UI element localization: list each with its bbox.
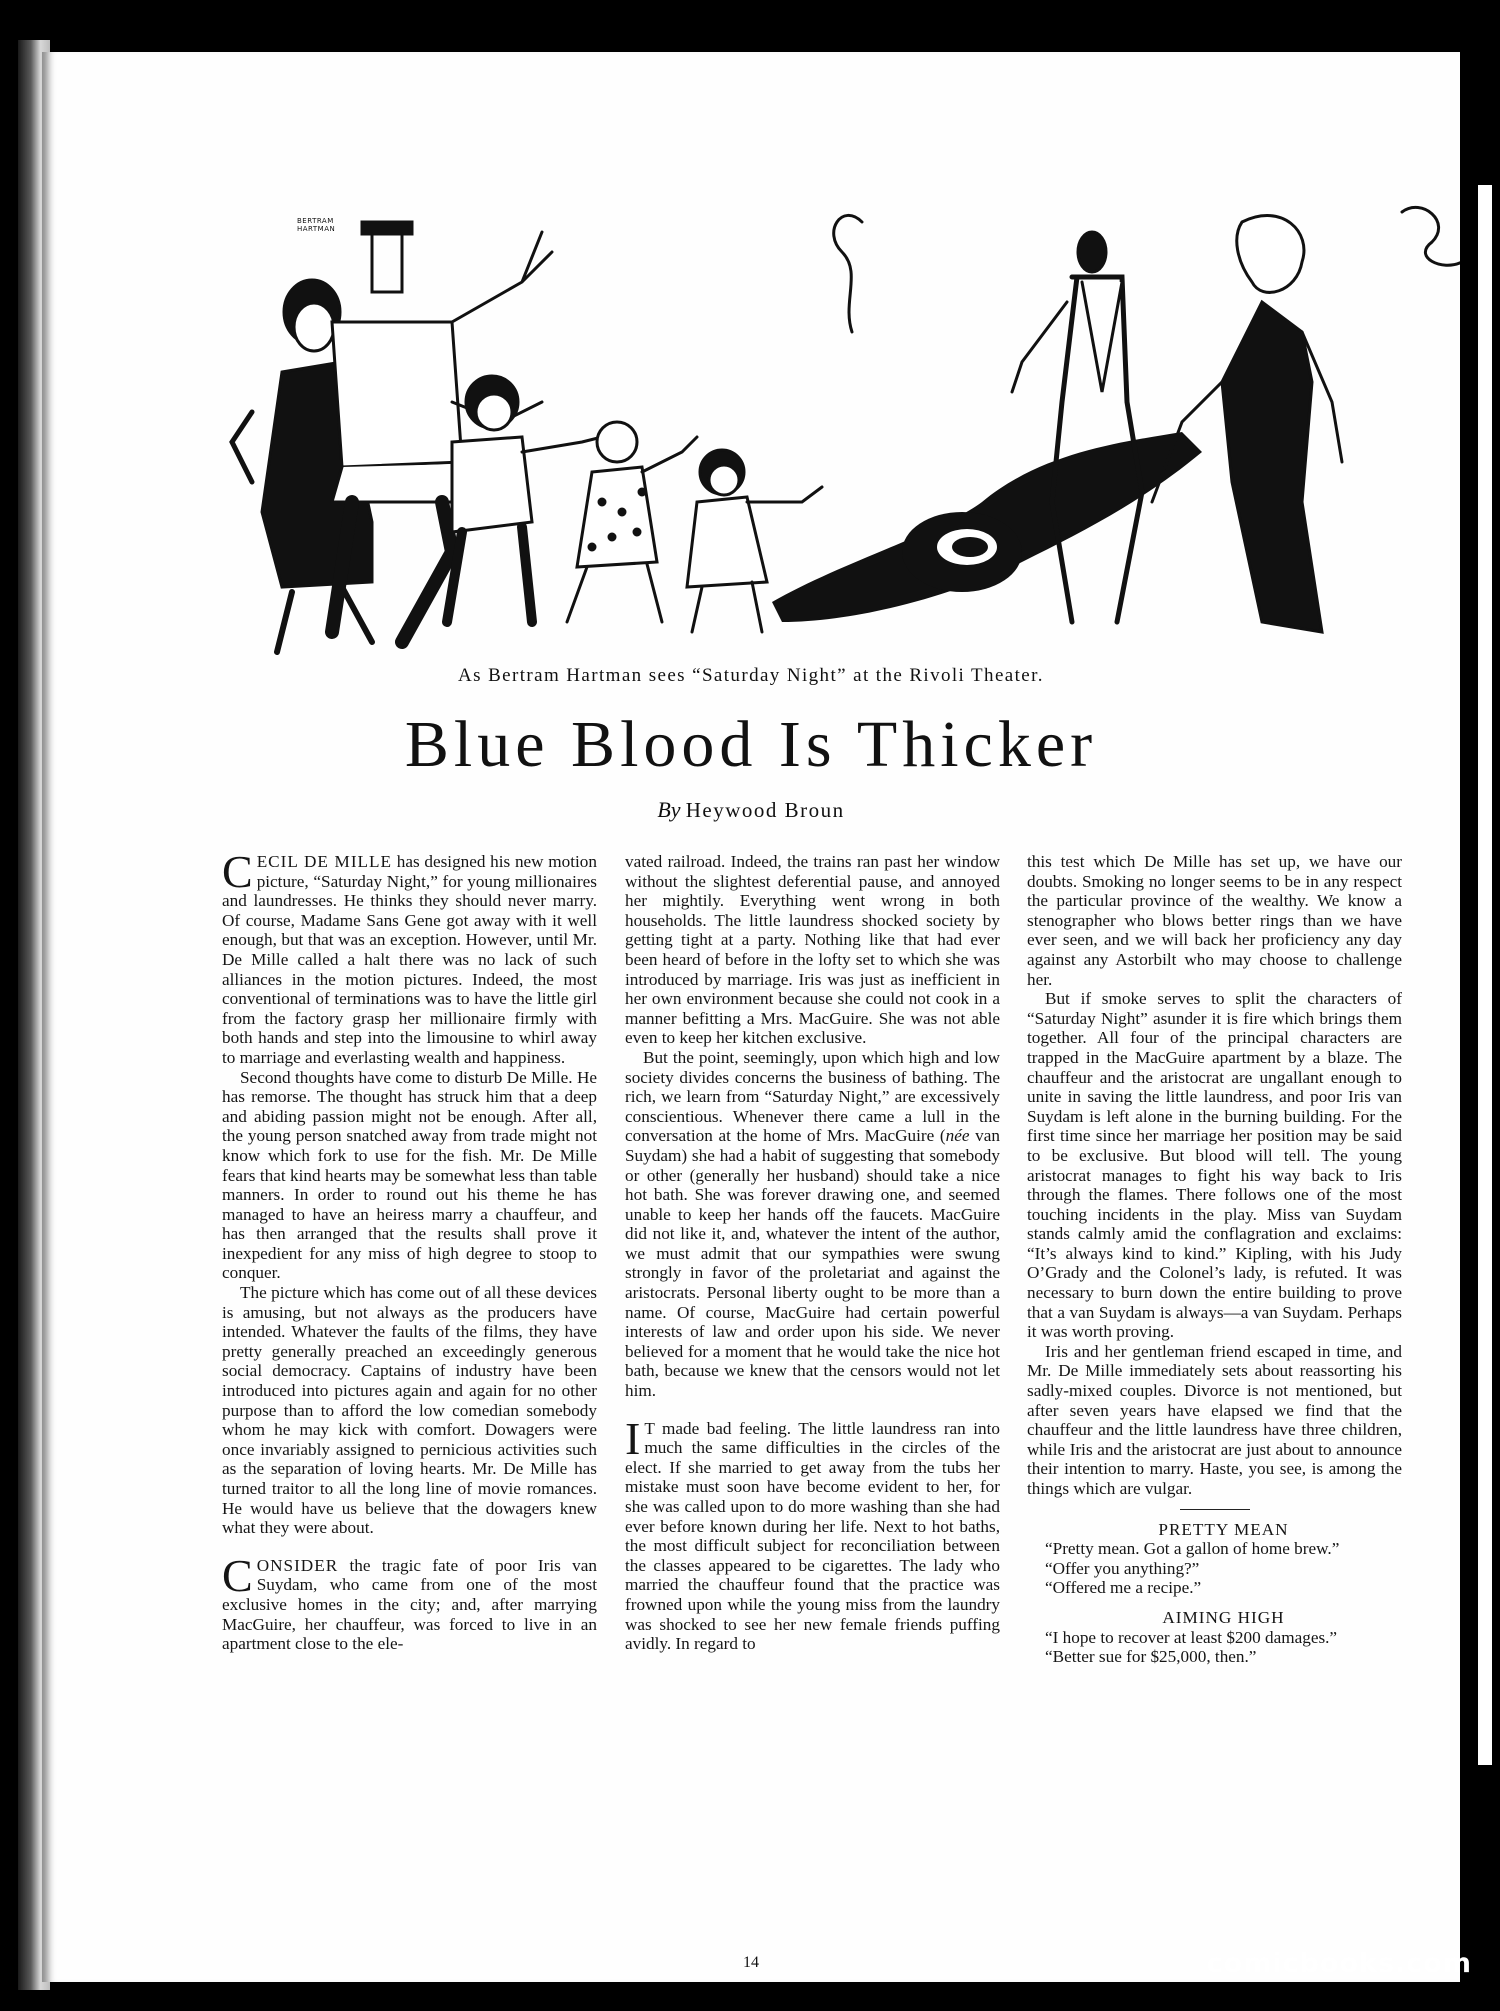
cartoon-illustration	[222, 202, 1460, 662]
paragraph: CONSIDER the tragic fate of poor Iris van Suydam, who came from one of the most exclusive homes in the city; and, after marrying MacGuire, her chauffeur, was forced to live in an apartment close to the ele-	[222, 1549, 597, 1654]
byline	[42, 797, 1460, 823]
magazine-page	[42, 52, 1460, 1982]
column-1	[222, 846, 597, 1654]
paragraph: I T made bad feeling. The little laundress ran into much the same difficulties in the circles of the elect. If she married to get away from the tubs her mistake must soon have become evident to her, for she was called upon to do more washing than she had ever before known during her life. Next to hot baths, the most difficult subject for reconciliation between the classes appeared to be cigarettes. The lady who married the chauffeur found that the practice was frowned upon while the young miss from the laundry was shocked to see her new female friends puffing avidly. In regard to	[625, 1412, 1000, 1654]
joke-heading: PRETTY MEAN	[1158, 1519, 1289, 1539]
column-3	[1027, 852, 1402, 1667]
paragraph: this test which De Mille has set up, we have our doubts. Smoking no longer seems to be in any respect the particular province of the wealthy. We know a stenographer who blows better rings than we have ever seen, and we will back her proficiency any day against any Astorbilt who may choose to challenge her.	[1027, 852, 1402, 989]
drop-cap: I	[625, 1412, 641, 1464]
article-title: Blue Blood Is Thicker	[404, 708, 1098, 781]
joke-line: “I hope to recover at least $200 damages.”	[1045, 1627, 1338, 1647]
drop-cap: C	[222, 846, 253, 897]
column-2	[625, 852, 1000, 1654]
joke-line: “Pretty mean. Got a gallon of home brew.”	[1045, 1539, 1340, 1559]
joke-line: “Offer you anything?”	[1045, 1558, 1200, 1578]
site-watermark: comicbooks.com	[1206, 1948, 1472, 1979]
joke-line: “Better sue for $25,000, then.”	[1045, 1647, 1257, 1667]
paragraph: But the point, seemingly, upon which high and low society divides concerns the business of bathing. The rich, we learn from “Saturday Night,” are excessively conscientious. Whenever there came a lull in the conversation at the home of Mrs. MacGuire (née van Suydam) she had a habit of suggesting that somebody or other (generally her husband) should take a nice hot bath. She was forever drawing one, and seemed unable to keep her hands off the faucets. MacGuire did not like it, and, whatever the intent of the author, we must admit that our sympathies were swung strongly in favor of the proletariat and against the aristocrats. Personal liberty ought to be more than a name. Of course, MacGuire had certain powerful interests of law and order upon his side. We never believed for a moment that he would take the nice hot bath, because we knew that the censors would not let him.	[625, 1047, 1000, 1401]
illustration-caption: As Bertram Hartman sees “Saturday Night” at the Rivoli Theater.	[458, 665, 1044, 686]
drop-cap: C	[222, 1549, 253, 1601]
section-divider	[1180, 1509, 1250, 1510]
byline-prefix: By	[657, 797, 681, 822]
artist-signature: BERTRAM HARTMAN	[297, 217, 336, 233]
facing-page-edge	[1470, 60, 1500, 1940]
paragraph: The picture which has come out of all these devices is amusing, but not always as the producers have intended. Whatever the faults of the films, they have pretty generally preached an exceedingly generous social democracy. Captains of industry have been introduced into pictures again and again for no other purpose than to afford the low comedian somebody whom he may kick with comfort. Dowagers were once invariably assigned to pernicious activities such as the separation of loving hearts. Mr. De Mille has turned traitor to all the long line of movie romances. He would have us believe that the dowagers knew what they were about.	[222, 1283, 597, 1538]
author-name: Heywood Broun	[685, 798, 845, 822]
paragraph: Second thoughts have come to disturb De Mille. He has remorse. The thought has struck him that a deep and abiding passion might not be enough. After all, the young person snatched away from trade might not know which fork to use for the fish. Mr. De Mille fears that kind hearts may be somewhat less than table manners. In order to round out his theme he has managed to have an heiress marry a chauffeur, and has then arranged that the results shall prove it inexpedient for any miss of high degree to stoop to conquer.	[222, 1067, 597, 1283]
joke-heading: AIMING HIGH	[1162, 1607, 1285, 1627]
paragraph: vated railroad. Indeed, the trains ran past her window without the slightest deferential pause, and annoyed her mightily. Everything went wrong in both households. The little laundress shocked society by getting tight at a party. Nothing like that had ever been heard of before in the lofty set to which she was introduced by marriage. Iris was just as inefficient in her own environment because she could not cook in a manner befitting a Mrs. MacGuire. She was not able even to keep her kitchen exclusive.	[625, 852, 1000, 1048]
paragraph: CECIL DE MILLE has designed his new motion picture, “Saturday Night,” for young millionaires and laundresses. He thinks they should never marry. Of course, Madame Sans Gene got away with it well enough, but that was an exception. However, until Mr. De Mille called a halt there was no lack of such alliances in the motion pictures. Indeed, the most conventional of terminations was to have the little girl from the factory grasp her millionaire firmly with both hands and step into the limousine to whirl away to marriage and everlasting wealth and happiness.	[222, 846, 597, 1067]
paragraph: But if smoke serves to split the characters of “Saturday Night” asunder it is fire which brings them together. All four of the principal characters are trapped in the MacGuire apartment by a blaze. The chauffeur and the aristocrat are ungallant enough to unite in saving the little laundress, and poor Iris van Suydam is left alone in the burning building. For the first time since her marriage her position may be said to be exclusive. But blood will tell. The young aristocrat manages to fight his way back to Iris through the flames. There follows one of the most touching incidents in the play. Miss van Suydam stands calmly amid the conflagration and exclaims: “It’s always kind to kind.” Kipling, with his Judy O’Grady and the Colonel’s lady, is refuted. It was necessary to burn down the entire building to prove that a van Suydam is always—a van Suydam. Perhaps it was worth proving.	[1027, 989, 1402, 1342]
paragraph: Iris and her gentleman friend escaped in time, and Mr. De Mille immediately sets about reassorting his sadly-mixed couples. Divorce is not mentioned, but after seven years have elapsed we find that the chauffeur and the little laundress have three children, while Iris and the aristocrat are just about to announce their intention to marry. Haste, you see, is among the things which are vulgar.	[1027, 1341, 1402, 1498]
page-number: 14	[743, 1954, 759, 1971]
joke-line: “Offered me a recipe.”	[1045, 1578, 1202, 1598]
